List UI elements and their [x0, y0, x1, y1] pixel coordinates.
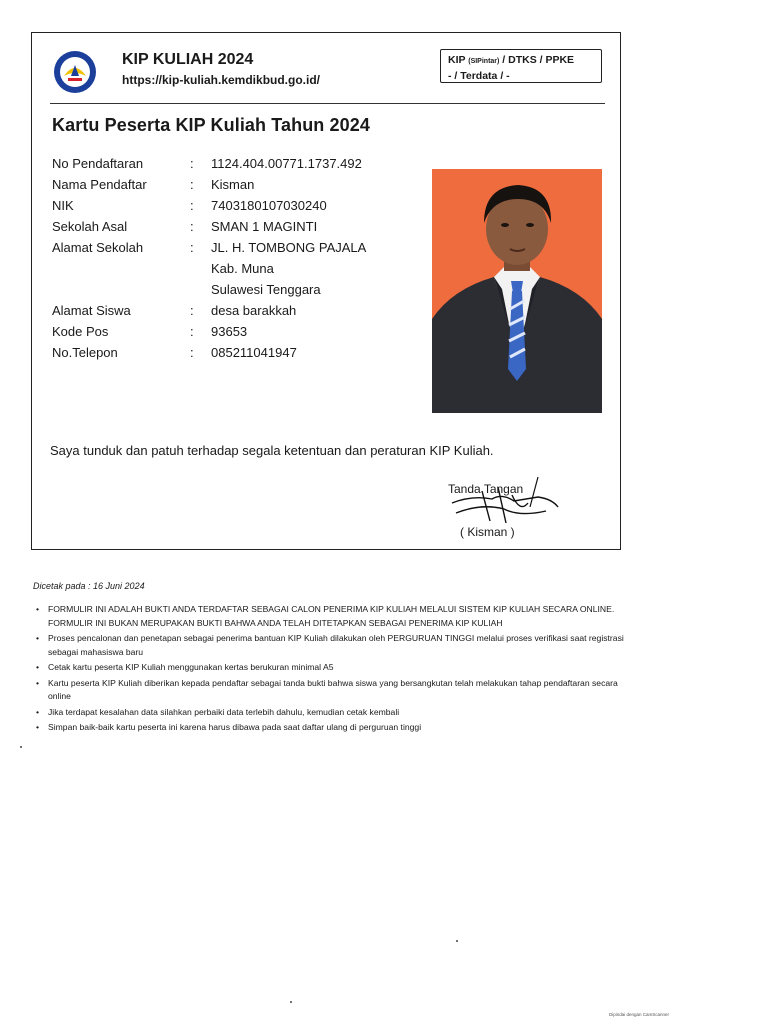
list-item: • FORMULIR INI ADALAH BUKTI ANDA TERDAFTAR SEBAGAI CALON PENERIMA KIP KULIAH MELALUI SISTEM KIP KULIAH SECARA ONLINE. FORMULIR INI BUKAN MERUPAKAN BUKTI BAHWA ANDA TELAH DITETAPKAN SEBAGAI PENERIMA KIP KULIAH	[36, 603, 631, 630]
field-no-pendaftaran	[52, 153, 432, 174]
kip-card	[31, 32, 621, 550]
list-item: • Proses pencalonan dan penetapan sebagai penerima bantuan KIP Kuliah dilakukan oleh PERGURUAN TINGGI melalui proses verifikasi saat registrasi sebagai mahasiswa baru	[36, 632, 631, 659]
field-value-line: JL. H. TOMBONG PAJALA	[211, 240, 367, 255]
field-alamat-siswa	[52, 300, 432, 321]
field-alamat-sekolah	[52, 237, 432, 300]
field-kode-pos	[52, 321, 432, 342]
field-label: No Pendaftaran	[52, 156, 144, 171]
field-colon: :	[190, 177, 194, 192]
scanner-watermark: Dipindai dengan CamScanner	[609, 1012, 670, 1017]
field-colon: :	[190, 303, 194, 318]
participant-fields	[52, 153, 432, 363]
field-value: 93653	[211, 324, 248, 339]
field-value-line: Kab. Muna	[211, 261, 274, 276]
field-nik	[52, 195, 432, 216]
signature-name: ( Kisman )	[460, 525, 515, 539]
field-label: Alamat Siswa	[52, 303, 131, 318]
field-value: 1124.404.00771.1737.492	[211, 156, 362, 171]
status-program-small: (SIPintar)	[468, 58, 500, 65]
list-item: • Cetak kartu peserta KIP Kuliah menggunakan kertas berukuran minimal A5	[36, 661, 631, 675]
field-colon: :	[190, 324, 194, 339]
field-label: Sekolah Asal	[52, 219, 128, 234]
field-value: 7403180107030240	[211, 198, 327, 213]
brand-url[interactable]: https://kip-kuliah.kemdikbud.go.id/	[122, 73, 321, 87]
field-label: Nama Pendaftar	[52, 177, 147, 192]
field-nama-pendaftar	[52, 174, 432, 195]
field-colon: :	[190, 240, 194, 255]
field-sekolah-asal	[52, 216, 432, 237]
participant-photo	[432, 169, 602, 413]
status-program-rest: / DTKS / PPKE	[499, 54, 575, 66]
status-program: KIP	[448, 54, 469, 66]
field-colon: :	[190, 219, 194, 234]
field-value: desa barakkah	[211, 303, 297, 318]
field-value: SMAN 1 MAGINTI	[211, 219, 318, 234]
field-label: Kode Pos	[52, 324, 109, 339]
field-value	[211, 237, 432, 300]
field-label: NIK	[52, 198, 74, 213]
printed-date: Dicetak pada : 16 Juni 2024	[33, 581, 145, 591]
field-colon: :	[190, 156, 194, 171]
notes-list	[36, 603, 631, 737]
card-title: Kartu Peserta KIP Kuliah Tahun 2024	[52, 115, 370, 135]
agreement-statement: Saya tunduk dan patuh terhadap segala ketentuan dan peraturan KIP Kuliah.	[50, 443, 494, 458]
status-registered: - / Terdata / -	[448, 70, 510, 82]
field-label: Alamat Sekolah	[52, 240, 144, 255]
scan-speck	[290, 1001, 292, 1003]
field-value: 085211041947	[211, 345, 297, 360]
field-colon: :	[190, 345, 194, 360]
field-value: Kisman	[211, 177, 255, 192]
brand-title: KIP KULIAH 2024	[122, 51, 254, 68]
signature-label: Tanda Tangan	[448, 482, 524, 496]
list-item: • Kartu peserta KIP Kuliah diberikan kepada pendaftar sebagai tanda bukti bahwa siswa yang bersangkutan telah melakukan tahap pendaftaran secara online	[36, 677, 631, 704]
scan-speck	[20, 746, 22, 748]
status-box	[440, 49, 602, 83]
field-colon: :	[190, 198, 194, 213]
field-label: No.Telepon	[52, 345, 118, 360]
header-divider	[50, 103, 605, 104]
tut-wuri-handayani-logo-icon	[54, 51, 96, 93]
list-item: • Simpan baik-baik kartu peserta ini karena harus dibawa pada saat daftar ulang di perguruan tinggi	[36, 721, 631, 735]
field-value-line: Sulawesi Tenggara	[211, 282, 321, 297]
list-item: • Jika terdapat kesalahan data silahkan perbaiki data terlebih dahulu, kemudian cetak kembali	[36, 706, 631, 720]
scan-speck	[456, 940, 458, 942]
field-no-telepon	[52, 342, 432, 363]
